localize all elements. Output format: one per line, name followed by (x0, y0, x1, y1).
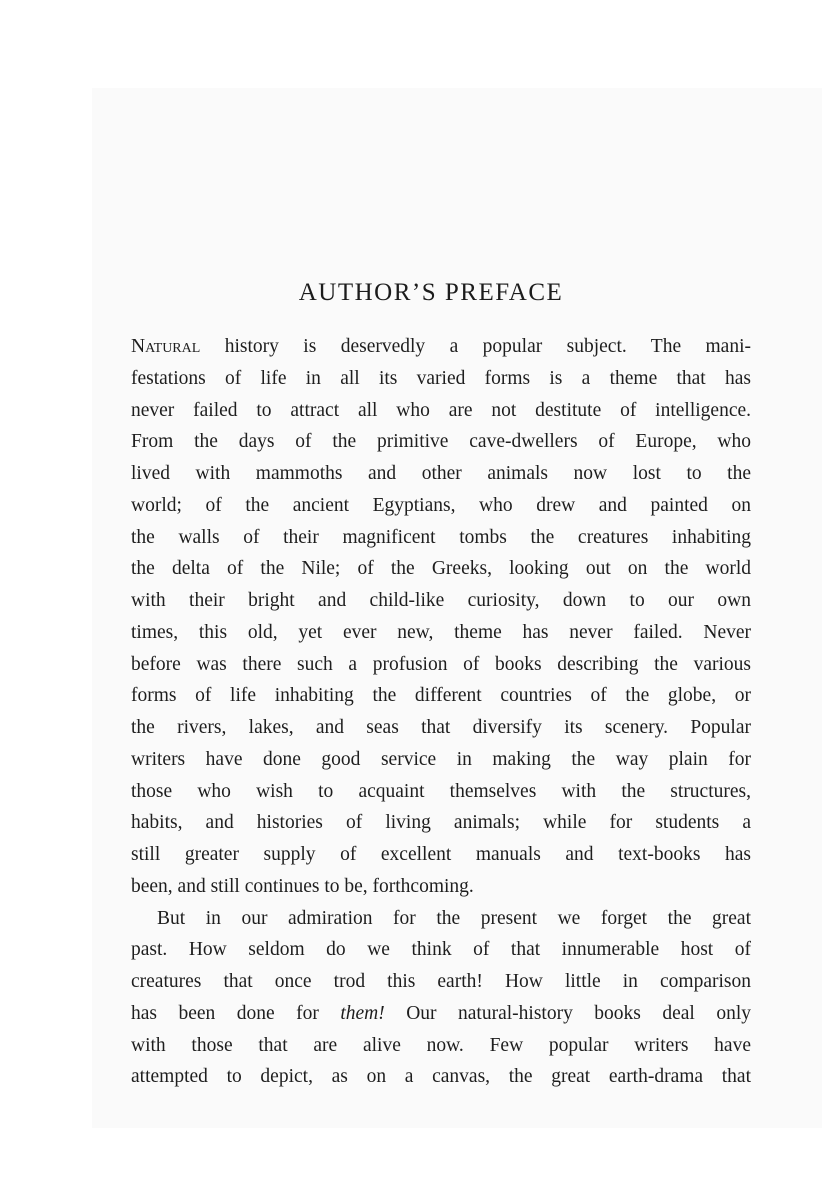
paragraph-1-line: the rivers, lakes, and seas that diversify its scenery. Popular (131, 717, 751, 738)
paragraph-1-line: before was there such a profusion of books describing the various (131, 653, 751, 675)
emphasis-line-after: Our natural-history books deal only (384, 1002, 751, 1024)
emphasis-word: them! (340, 1002, 385, 1024)
paragraph-1-line: writers have done good service in making the way plain for (131, 748, 751, 770)
paragraph-1-line: with their bright and child-like curiosity, down to our own (131, 590, 751, 611)
emphasis-line-before: has been done for (131, 1002, 341, 1024)
preface-body (131, 331, 751, 1093)
paragraph-1-line: those who wish to acquaint themselves with the structures, (131, 780, 751, 802)
paragraph-1-line: the delta of the Nile; of the Greeks, looking out on the world (131, 558, 751, 580)
paragraph-1-line: the walls of their magnificent tombs the creatures inhabiting (131, 526, 751, 548)
paragraph-2-line: with those that are alive now. Few popular writers have (131, 1034, 751, 1056)
paragraph-2-line: But in our admiration for the present we forget the great (157, 907, 751, 929)
paragraph-2-line: creatures that once trod this earth! How little in comparison (131, 971, 751, 992)
page-title: AUTHOR’S PREFACE (298, 279, 564, 306)
paragraph-1-line-1 (131, 331, 751, 363)
lead-word: Natural (131, 336, 201, 357)
paragraph-1-line: never failed to attract all who are not destitute of intelligence. (131, 399, 751, 421)
paragraph-2-line: attempted to depict, as on a canvas, the great earth-drama that (131, 1066, 751, 1088)
paragraph-1-line: times, this old, yet ever new, theme has never failed. Never (131, 621, 751, 643)
paragraph-1-line: world; of the ancient Egyptians, who drew and painted on (131, 494, 751, 516)
paragraph-1-line: From the days of the primitive cave-dwellers of Europe, who (131, 431, 751, 453)
paragraph-1-line: still greater supply of excellent manuals and text-books has (131, 844, 751, 865)
paragraph-1-line: forms of life inhabiting the different countries of the globe, or (131, 685, 751, 707)
paragraph-2-emphasis-line (131, 998, 751, 1030)
paragraph-1-line: festations of life in all its varied forms is a theme that has (131, 367, 751, 389)
paragraph-2-line: past. How seldom do we think of that innumerable host of (131, 939, 751, 961)
paragraph-1-last-line: been, and still continues to be, forthcoming. (131, 875, 474, 897)
first-line-rest: history is deservedly a popular subject. The mani- (200, 336, 751, 357)
paragraph-1-line: habits, and histories of living animals; while for students a (131, 812, 751, 834)
paragraph-1-line: lived with mammoths and other animals now lost to the (131, 463, 751, 484)
